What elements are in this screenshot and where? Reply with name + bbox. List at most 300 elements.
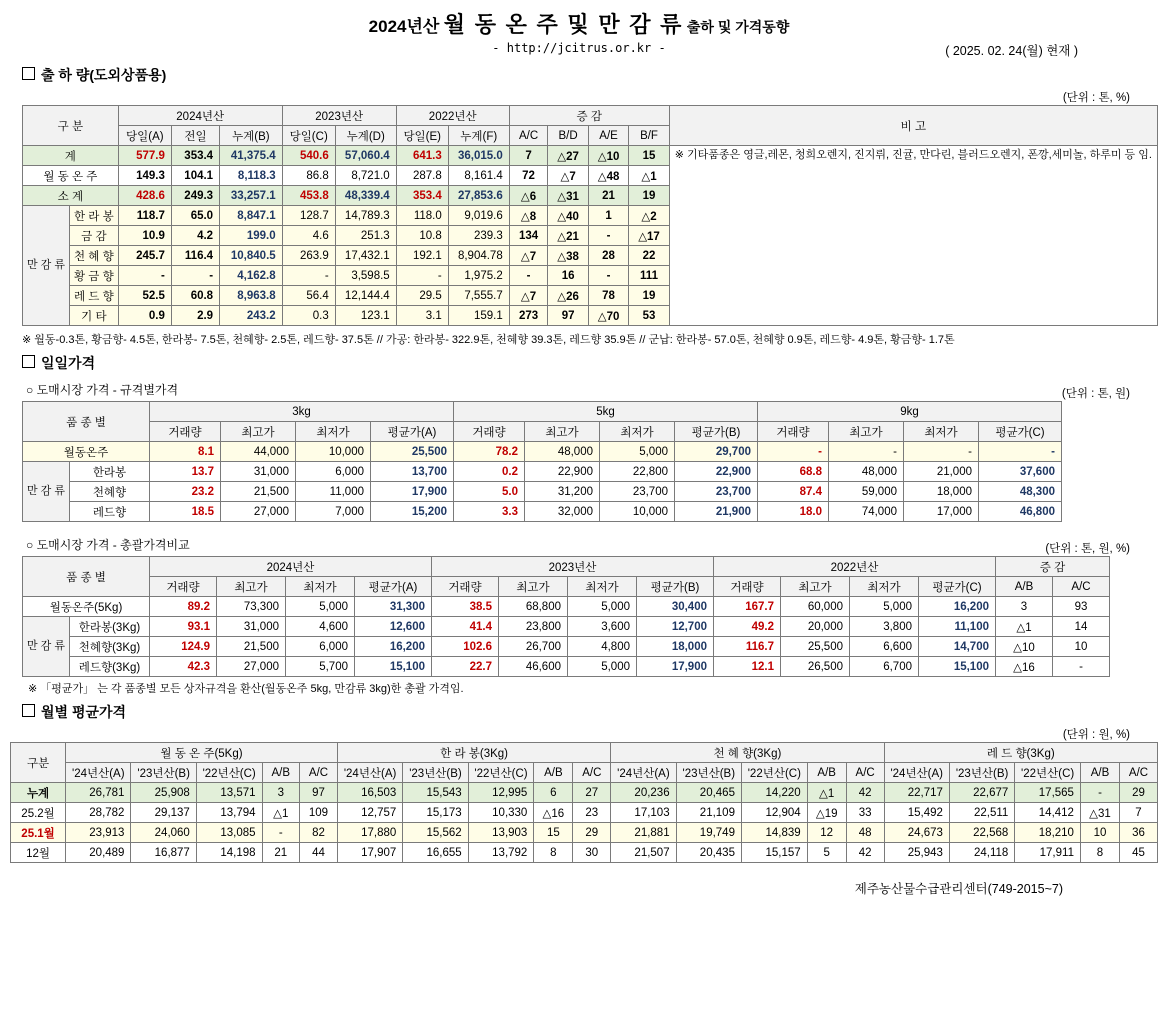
- cell: 5,000: [568, 657, 637, 677]
- cell: 46,800: [979, 502, 1062, 522]
- cell: 7: [509, 146, 548, 166]
- subheader-bf: B/F: [629, 126, 669, 146]
- subheader: 거래량: [150, 577, 217, 597]
- cell: 4,162.8: [220, 266, 283, 286]
- cell: 46,600: [499, 657, 568, 677]
- cell: 33,257.1: [220, 186, 283, 206]
- cell: 23,700: [600, 482, 675, 502]
- cell: 25,500: [781, 637, 850, 657]
- subheader: '23년산(B): [131, 763, 196, 783]
- subheader-bd: B/D: [548, 126, 588, 146]
- cell: 192.1: [396, 246, 448, 266]
- cell: 21,000: [904, 462, 979, 482]
- cell: △7: [509, 246, 548, 266]
- cell: 15,543: [403, 783, 468, 803]
- subheader-ae: A/E: [588, 126, 628, 146]
- checkbox-icon: [22, 67, 35, 80]
- title-main: 월 동 온 주 및 만 감 류: [443, 13, 683, 38]
- row-label: 기 타: [70, 306, 119, 326]
- table-row: [23, 146, 1158, 166]
- cell: 4,800: [568, 637, 637, 657]
- cell: 97: [548, 306, 588, 326]
- subheader: 평균가(B): [675, 422, 758, 442]
- cell: 29,700: [675, 442, 758, 462]
- cell: △70: [588, 306, 628, 326]
- cell: 453.8: [282, 186, 335, 206]
- cell: 12.1: [714, 657, 781, 677]
- cell: 12,144.4: [335, 286, 396, 306]
- cell: 4,600: [286, 617, 355, 637]
- cell: △8: [509, 206, 548, 226]
- cell: 16,200: [919, 597, 996, 617]
- cell: 17,000: [904, 502, 979, 522]
- cell: 20,236: [611, 783, 676, 803]
- cell: 11,000: [296, 482, 371, 502]
- cell: 65.0: [171, 206, 219, 226]
- cell: 7,555.7: [448, 286, 509, 306]
- section1-footnote: ※ 월동-0.3톤, 황금향- 4.5톤, 한라봉- 7.5톤, 천혜향- 2.5톤, 레드향- 37.5톤 // 가공: 한라봉- 322.9톤, 천혜향 39.3톤, 레드향 35.9톤 // 군납: 한라봉- 57.0톤, 천혜향 0.9톤, 레드향- 4.9톤, 황금향- 1.7톤: [22, 334, 955, 346]
- cell: 59,000: [829, 482, 904, 502]
- row-label: 천혜향: [70, 482, 150, 502]
- checkbox-icon: [22, 355, 35, 368]
- cell: 0.3: [282, 306, 335, 326]
- cell: 2.9: [171, 306, 219, 326]
- cell: 15,200: [371, 502, 454, 522]
- header-gubun: 구 분: [23, 106, 119, 146]
- cell: 21,109: [676, 803, 741, 823]
- site-url: - http://jcitrus.or.kr -: [492, 41, 666, 55]
- cell: 60.8: [171, 286, 219, 306]
- cell: 10,000: [600, 502, 675, 522]
- subheader: 최고가: [221, 422, 296, 442]
- cell: 16,503: [337, 783, 402, 803]
- cell: 0.9: [118, 306, 171, 326]
- table-row: [11, 823, 1158, 843]
- cell: △2: [629, 206, 669, 226]
- section2-heading: [22, 353, 1158, 373]
- title-year: 2024년산: [368, 17, 440, 36]
- monthly-price-table: [10, 742, 1158, 863]
- report-date: ( 2025. 02. 24(월) 현재 ): [945, 44, 1078, 58]
- cell: 13,794: [196, 803, 262, 823]
- table-row: [11, 843, 1158, 863]
- cell: -: [262, 823, 300, 843]
- cell: 6,700: [850, 657, 919, 677]
- cell: 4.2: [171, 226, 219, 246]
- cell: 19,749: [676, 823, 741, 843]
- cell: 48,339.4: [335, 186, 396, 206]
- cell: 14,198: [196, 843, 262, 863]
- cell: 118.0: [396, 206, 448, 226]
- cell: 25,908: [131, 783, 196, 803]
- cell: 287.8: [396, 166, 448, 186]
- cell: 353.4: [396, 186, 448, 206]
- cell: 10,840.5: [220, 246, 283, 266]
- section3-unit: (단위 : 톤, 원, %): [1045, 543, 1130, 555]
- cell: 111: [629, 266, 669, 286]
- cell: -: [979, 442, 1062, 462]
- cell: 13,903: [468, 823, 534, 843]
- cell: △31: [1080, 803, 1119, 823]
- subheader: '24년산(A): [884, 763, 949, 783]
- cell: 6,000: [286, 637, 355, 657]
- subheader: 최저가: [600, 422, 675, 442]
- cell: 3.3: [454, 502, 525, 522]
- subheader: 최고가: [525, 422, 600, 442]
- cell: 31,000: [217, 617, 286, 637]
- subheader: 최저가: [904, 422, 979, 442]
- cell: 12,700: [637, 617, 714, 637]
- row-label: 25.2월: [11, 803, 66, 823]
- cell: 24,118: [949, 843, 1014, 863]
- cell: 18.5: [150, 502, 221, 522]
- row-label: 계: [23, 146, 119, 166]
- cell: -: [1053, 657, 1110, 677]
- cell: 20,000: [781, 617, 850, 637]
- cell: 273: [509, 306, 548, 326]
- subheader: A/B: [807, 763, 846, 783]
- cell: 12: [807, 823, 846, 843]
- cell: 577.9: [118, 146, 171, 166]
- cell: 22: [629, 246, 669, 266]
- row-label: 누계: [11, 783, 66, 803]
- subheader: 평균가(A): [355, 577, 432, 597]
- cell: △1: [807, 783, 846, 803]
- subheader-b: 누계(B): [220, 126, 283, 146]
- subheader-a: 당일(A): [118, 126, 171, 146]
- subheader: 최저가: [850, 577, 919, 597]
- cell: 93.1: [150, 617, 217, 637]
- subheader: 최고가: [781, 577, 850, 597]
- cell: 15: [629, 146, 669, 166]
- cell: 21,881: [611, 823, 676, 843]
- cell: 24,060: [131, 823, 196, 843]
- header-group-hallabong: 한 라 봉(3Kg): [337, 743, 610, 763]
- cell: 13,792: [468, 843, 534, 863]
- cell: 26,781: [66, 783, 131, 803]
- section3-footnote: ※ 「평균가」 는 각 품종별 모든 상자규격을 환산(월동온주 5kg, 만감류 3kg)한 총괄 가격임.: [28, 683, 464, 695]
- cell: 16,877: [131, 843, 196, 863]
- cell: 20,465: [676, 783, 741, 803]
- cell: 23: [573, 803, 611, 823]
- table-row: [23, 442, 1062, 462]
- cell: △1: [996, 617, 1053, 637]
- cell: 68.8: [758, 462, 829, 482]
- cell: 31,000: [221, 462, 296, 482]
- header-group-cheonhyehyang: 천 혜 향(3Kg): [611, 743, 884, 763]
- cell: 87.4: [758, 482, 829, 502]
- subheader: '22년산(C): [468, 763, 534, 783]
- cell: 23,913: [66, 823, 131, 843]
- cell: 102.6: [432, 637, 499, 657]
- cell: △16: [534, 803, 573, 823]
- subheader: 최고가: [217, 577, 286, 597]
- cell: 27,000: [217, 657, 286, 677]
- cell: 10,000: [296, 442, 371, 462]
- subheader: 최저가: [568, 577, 637, 597]
- cell: 23.2: [150, 482, 221, 502]
- cell: 27,853.6: [448, 186, 509, 206]
- header-group-2022: 2022년산: [714, 557, 996, 577]
- cell: 5,000: [568, 597, 637, 617]
- subheader: 거래량: [432, 577, 499, 597]
- cell: 12,995: [468, 783, 534, 803]
- cell: 78.2: [454, 442, 525, 462]
- cell: -: [904, 442, 979, 462]
- table-row: [11, 803, 1158, 823]
- cell: 15,562: [403, 823, 468, 843]
- cell: 8.1: [150, 442, 221, 462]
- cell: 17,911: [1015, 843, 1081, 863]
- cell: 4.6: [282, 226, 335, 246]
- cell: 13,085: [196, 823, 262, 843]
- header-remark: 비 고: [669, 106, 1157, 146]
- cell: 21,900: [675, 502, 758, 522]
- cell: 123.1: [335, 306, 396, 326]
- cell: 29,137: [131, 803, 196, 823]
- header-gubun: 구분: [11, 743, 66, 783]
- cell: 30: [573, 843, 611, 863]
- cell: 93: [1053, 597, 1110, 617]
- cell: 21: [262, 843, 300, 863]
- cell: 27: [573, 783, 611, 803]
- subheader: A/C: [846, 763, 884, 783]
- section2-subheading: ○ 도매시장 가격 - 규격별가격: [26, 383, 179, 397]
- cell: △48: [588, 166, 628, 186]
- cell: 243.2: [220, 306, 283, 326]
- cell: △7: [509, 286, 548, 306]
- cell: 16,655: [403, 843, 468, 863]
- row-label: 금 감: [70, 226, 119, 246]
- cell: 3: [262, 783, 300, 803]
- daily-price-size-table: [22, 401, 1062, 522]
- cell: 17,103: [611, 803, 676, 823]
- section1-unit: (단위 : 톤, %): [1062, 92, 1130, 104]
- cell: 48,300: [979, 482, 1062, 502]
- header-item: 품 종 별: [23, 402, 150, 442]
- table-row: [23, 597, 1110, 617]
- table-subheader-row: [11, 763, 1158, 783]
- cell: 15,100: [919, 657, 996, 677]
- cell: 22,717: [884, 783, 949, 803]
- cell: 167.7: [714, 597, 781, 617]
- cell: -: [171, 266, 219, 286]
- header-group-change: 증 감: [509, 106, 669, 126]
- table-subheader-row: [23, 422, 1062, 442]
- cell: △10: [996, 637, 1053, 657]
- cell: 33: [846, 803, 884, 823]
- subheader: '23년산(B): [403, 763, 468, 783]
- subheader-c: 당일(C): [282, 126, 335, 146]
- cell: -: [588, 226, 628, 246]
- cell: △16: [996, 657, 1053, 677]
- cell: 22,511: [949, 803, 1014, 823]
- cell: 42: [846, 843, 884, 863]
- cell: 32,000: [525, 502, 600, 522]
- side-label-mangam: 만 감 류: [23, 617, 70, 677]
- cell: 26,700: [499, 637, 568, 657]
- cell: 116.4: [171, 246, 219, 266]
- cell: 15: [534, 823, 573, 843]
- cell: △10: [588, 146, 628, 166]
- checkbox-icon: [22, 704, 35, 717]
- cell: 18.0: [758, 502, 829, 522]
- table-header-row: [23, 402, 1062, 422]
- cell: 5,000: [286, 597, 355, 617]
- cell: 149.3: [118, 166, 171, 186]
- cell: 89.2: [150, 597, 217, 617]
- cell: 19: [629, 286, 669, 306]
- cell: 5,000: [850, 597, 919, 617]
- cell: 41,375.4: [220, 146, 283, 166]
- cell: 15,100: [355, 657, 432, 677]
- cell: 45: [1120, 843, 1158, 863]
- cell: -: [282, 266, 335, 286]
- header-item: 품 종 별: [23, 557, 150, 597]
- cell: 6: [534, 783, 573, 803]
- subheader: 평균가(C): [919, 577, 996, 597]
- cell: 8,721.0: [335, 166, 396, 186]
- subheader: A/C: [1120, 763, 1158, 783]
- cell: 21,500: [217, 637, 286, 657]
- section2-unit: (단위 : 톤, 원): [1061, 388, 1130, 400]
- row-label: 레드향(3Kg): [70, 657, 150, 677]
- side-label-mangam: 만 감 류: [23, 206, 70, 326]
- cell: -: [118, 266, 171, 286]
- cell: 24,673: [884, 823, 949, 843]
- header-group-2023: 2023년산: [282, 106, 396, 126]
- subheader: A/B: [534, 763, 573, 783]
- cell: 22,800: [600, 462, 675, 482]
- cell: 27,000: [221, 502, 296, 522]
- cell: 23,700: [675, 482, 758, 502]
- cell: 26,500: [781, 657, 850, 677]
- footer-organization: 제주농산물수급관리센터(749-2015~7): [854, 882, 1063, 896]
- subheader: '23년산(B): [676, 763, 741, 783]
- cell: 10,330: [468, 803, 534, 823]
- subheader: 평균가(A): [371, 422, 454, 442]
- cell: 28: [588, 246, 628, 266]
- cell: 19: [629, 186, 669, 206]
- subheader-prev: 전일: [171, 126, 219, 146]
- cell: 82: [300, 823, 338, 843]
- subheader: 거래량: [714, 577, 781, 597]
- subheader: 거래량: [758, 422, 829, 442]
- cell: 21,500: [221, 482, 296, 502]
- cell: 3,800: [850, 617, 919, 637]
- header-group-2022: 2022년산: [396, 106, 509, 126]
- row-label: 한 라 봉: [70, 206, 119, 226]
- cell: 249.3: [171, 186, 219, 206]
- subheader: A/C: [300, 763, 338, 783]
- shipment-table: [22, 105, 1158, 326]
- cell: 9,019.6: [448, 206, 509, 226]
- cell: 48,000: [525, 442, 600, 462]
- cell: △38: [548, 246, 588, 266]
- cell: 8: [534, 843, 573, 863]
- cell: 17,565: [1015, 783, 1081, 803]
- cell: 0.2: [454, 462, 525, 482]
- cell: 263.9: [282, 246, 335, 266]
- cell: 15,173: [403, 803, 468, 823]
- cell: 22,568: [949, 823, 1014, 843]
- cell: 49.2: [714, 617, 781, 637]
- subheader: 최고가: [829, 422, 904, 442]
- table-header-row: [23, 557, 1110, 577]
- cell: 68,800: [499, 597, 568, 617]
- cell: 21: [588, 186, 628, 206]
- table-subheader-row: [23, 577, 1110, 597]
- cell: 25,500: [371, 442, 454, 462]
- cell: 22,900: [525, 462, 600, 482]
- cell: 251.3: [335, 226, 396, 246]
- cell: △6: [509, 186, 548, 206]
- row-label: 12월: [11, 843, 66, 863]
- cell: -: [396, 266, 448, 286]
- cell: 18,210: [1015, 823, 1081, 843]
- cell: 18,000: [637, 637, 714, 657]
- cell: 20,435: [676, 843, 741, 863]
- subheader-d: 누계(D): [335, 126, 396, 146]
- row-label: 월동온주(5Kg): [23, 597, 150, 617]
- cell: 5.0: [454, 482, 525, 502]
- cell: 14,839: [741, 823, 807, 843]
- cell: 8,847.1: [220, 206, 283, 226]
- subheader: 거래량: [454, 422, 525, 442]
- cell: 22,900: [675, 462, 758, 482]
- header-group-5kg: 5kg: [454, 402, 758, 422]
- cell: 118.7: [118, 206, 171, 226]
- cell: 22.7: [432, 657, 499, 677]
- cell: 44: [300, 843, 338, 863]
- cell: 97: [300, 783, 338, 803]
- cell: 14: [1053, 617, 1110, 637]
- cell: 36,015.0: [448, 146, 509, 166]
- row-label: 천혜향(3Kg): [70, 637, 150, 657]
- subheader: '24년산(A): [611, 763, 676, 783]
- subheader: '22년산(C): [741, 763, 807, 783]
- cell: 14,220: [741, 783, 807, 803]
- cell: 5: [807, 843, 846, 863]
- cell: 17,900: [637, 657, 714, 677]
- row-label: 한라봉(3Kg): [70, 617, 150, 637]
- table-row: [23, 637, 1110, 657]
- cell: 13.7: [150, 462, 221, 482]
- cell: 22,677: [949, 783, 1014, 803]
- cell: 29.5: [396, 286, 448, 306]
- remark-cell: ※ 기타품종은 영글,레몬, 청희오렌지, 진지뤼, 진귤, 만다린, 블러드오렌지, 폰깡,세미놀, 하루미 등 임.: [669, 146, 1157, 326]
- cell: -: [1080, 783, 1119, 803]
- cell: 23,800: [499, 617, 568, 637]
- cell: 60,000: [781, 597, 850, 617]
- subheader: 최저가: [286, 577, 355, 597]
- cell: 641.3: [396, 146, 448, 166]
- subheader: '24년산(A): [66, 763, 131, 783]
- cell: 25,943: [884, 843, 949, 863]
- cell: 10.9: [118, 226, 171, 246]
- cell: △1: [629, 166, 669, 186]
- table-row: [23, 482, 1062, 502]
- table-header-row: [11, 743, 1158, 763]
- cell: 31,200: [525, 482, 600, 502]
- header-group-9kg: 9kg: [758, 402, 1062, 422]
- price-comparison-table: [22, 556, 1110, 677]
- cell: 7: [1120, 803, 1158, 823]
- cell: 16,200: [355, 637, 432, 657]
- cell: 116.7: [714, 637, 781, 657]
- cell: 36: [1120, 823, 1158, 843]
- cell: 239.3: [448, 226, 509, 246]
